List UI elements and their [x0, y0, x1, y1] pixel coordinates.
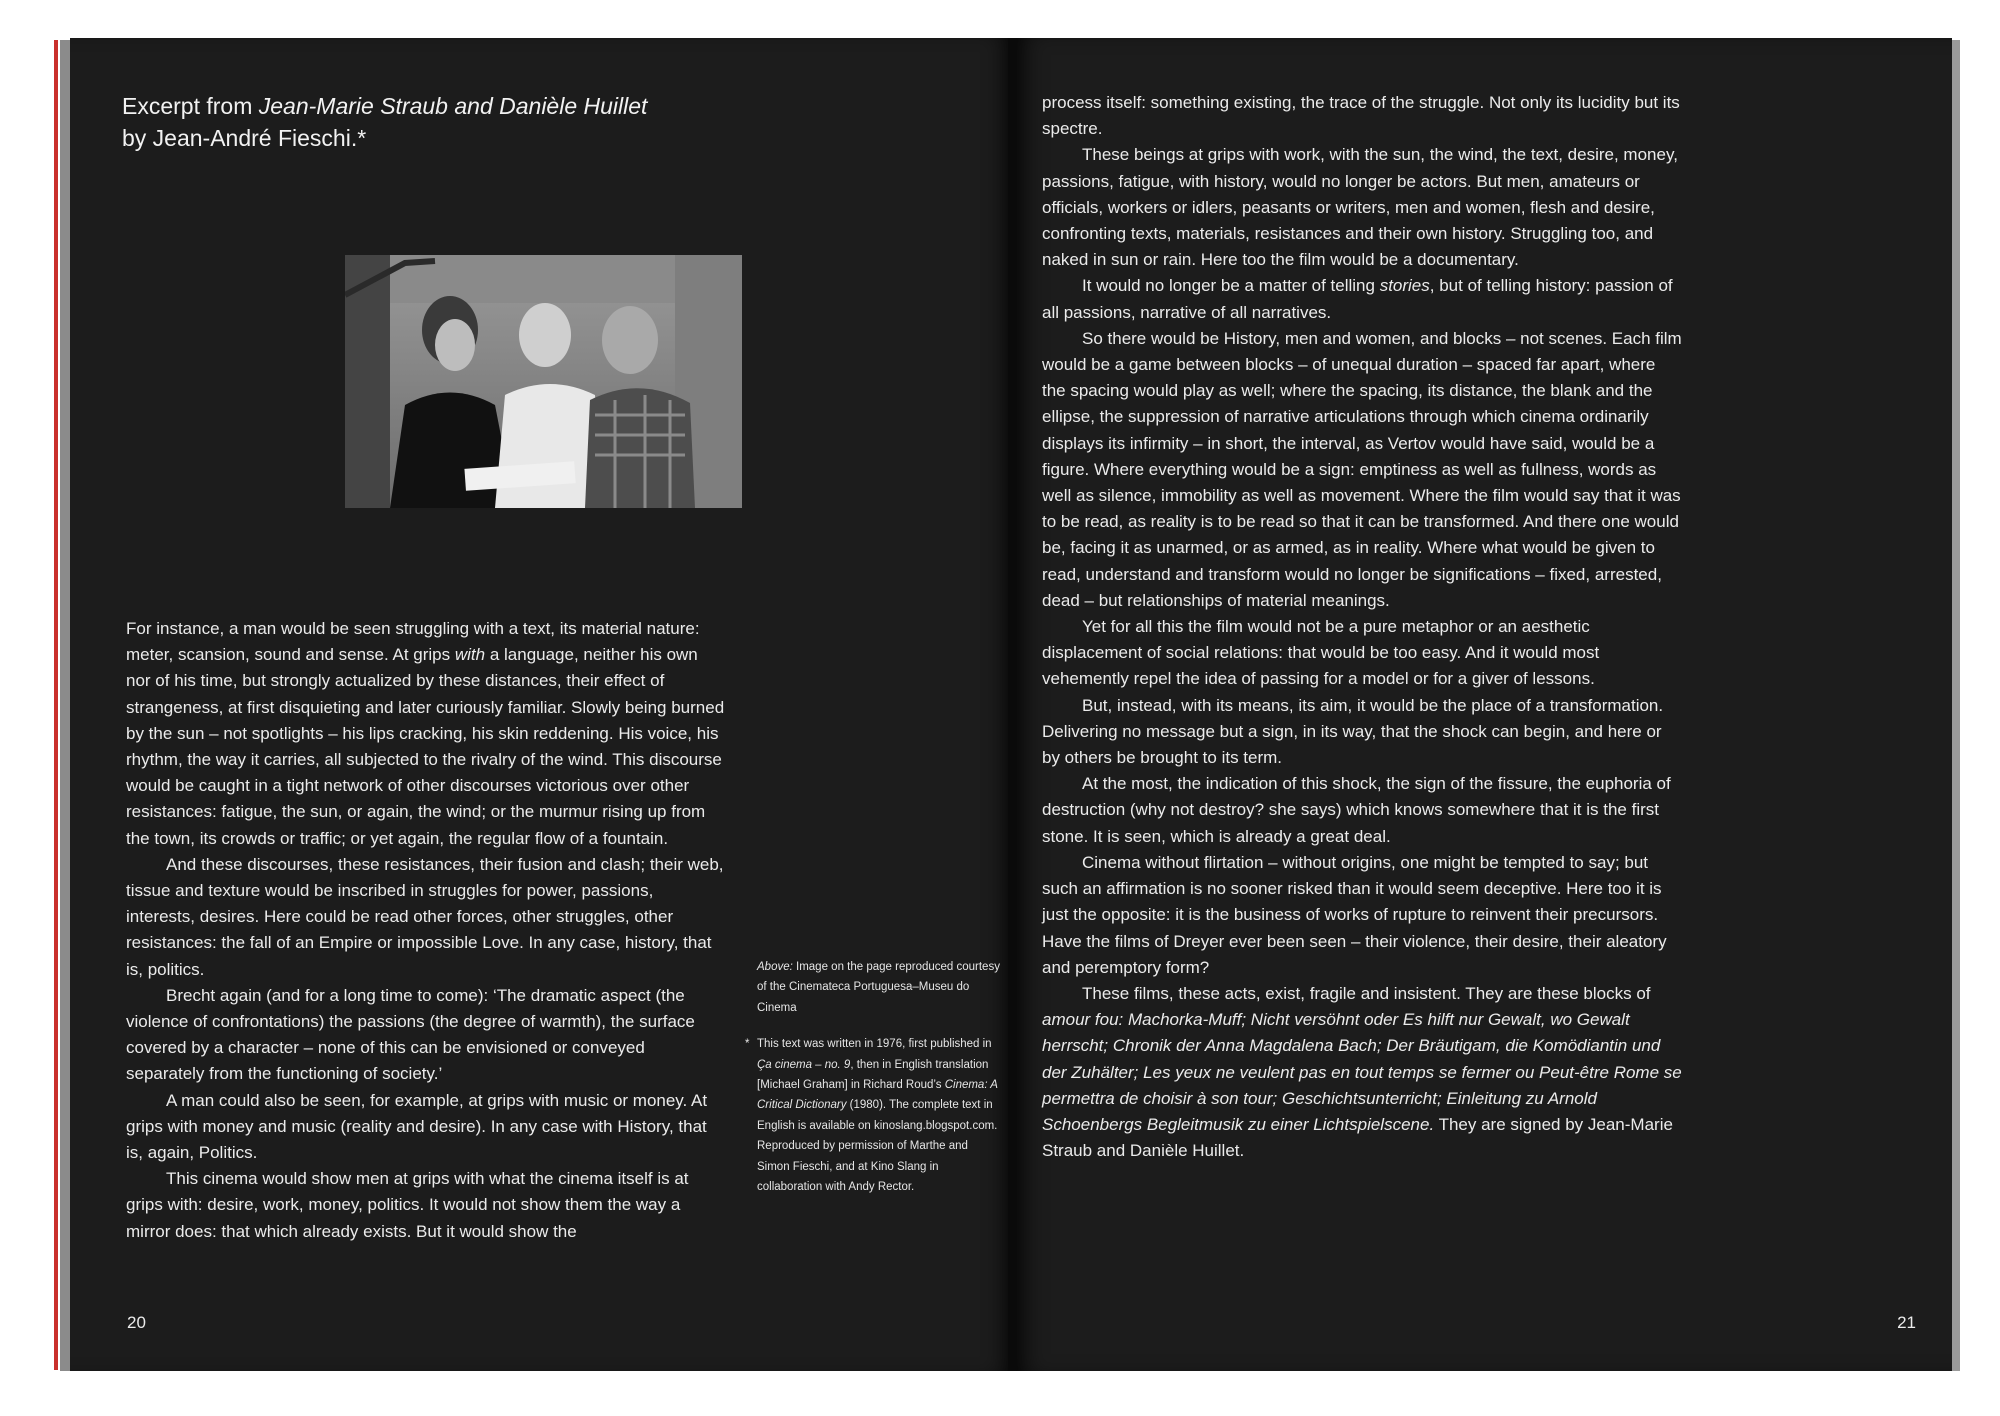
page-number-right: 21 — [1897, 1313, 1916, 1332]
right-paragraph-5: Yet for all this the film would not be a pure metaphor or an aesthetic displacement of social relations: that would be too easy. And it would most vehemently repel the idea of passing for a model or for a giver of lessons. — [1042, 617, 1600, 689]
excerpt-title — [122, 90, 722, 154]
paragraph-1-end: a language, neither his own nor of his time, but strongly actualized by these distances, their effect of strangeness, at first disquieting and later curiously familiar. Slowly being burned by the sun – not spotlights – his lips cracking, his skin reddening. His voice, his rhythm, the way it carries, all subjected to the rivalry of the wind. This discourse would be caught in a tight network of other discourses victorious over other resistances: fatigue, the sun, or again, the wind; or the murmur rising up from the town, its crowds or traffic; or yet again, the regular flow of a fountain. — [126, 645, 725, 848]
caption-column — [745, 957, 1002, 1197]
paragraph-1-italic-word: with — [454, 645, 486, 665]
paragraph-3: Brecht again (and for a long time to come): ‘The dramatic aspect (the violence of confrontations) the passions (the degree of warmth), the surface covered by a character – none of this can be envisioned or conveyed separately from the functioning of society.’ — [126, 985, 695, 1084]
footnote-text-3: (1980). The complete text in English is available on kinoslang.blogspot.com. Reproduced by permission of Marthe and Simon Fieschi, and at Kino Slang in collaboration with Andy Rector. — [757, 1099, 998, 1194]
paragraph-1-start: For instance, a man would be seen struggling with a text, its material nature: meter, scansion, sound and sense. At grips — [126, 619, 700, 665]
right-paragraph-3-italic-word: stories — [1379, 276, 1430, 296]
right-body-text — [1042, 90, 1682, 1164]
left-page — [70, 38, 1012, 1371]
right-paragraph-9-end: They are signed by Jean-Marie Straub and Danièle Huillet. — [1042, 1114, 1673, 1161]
paragraph-5: This cinema would show men at grips with what the cinema itself is at grips with: desire, work, money, politics. It would not show them the way a mirror does: that which already exists. But it would show the — [126, 1169, 689, 1241]
right-paragraph-1: process itself: something existing, the trace of the struggle. Not only its lucidity but its spectre. — [1042, 93, 1680, 139]
right-paragraph-4: So there would be History, men and women, and blocks – not scenes. Each film would be a game between blocks – of unequal duration – spaced far apart, where the spacing would play as well; where the spacing, its distance, the blank and the ellipse, the suppression of narrative articulations through which cinema ordinarily displays its infirmity – in short, the interval, as Vertov would have said, would be a figure. Where everything would be a sign: emptiness as well as fullness, words as well as silence, immobility as well as movement. Where the film would say that it was to be read, as reality is to be read so that it can be transformed. And there one would be, facing it as unarmed, or as armed, as in reality. Where what would be given to read, understand and transform would no longer be significations – fixed, arrested, dead – but relationships of material meanings. — [1042, 328, 1682, 610]
left-page-edge — [60, 40, 70, 1371]
right-paragraph-6: But, instead, with its means, its aim, it would be the place of a transformation. Delivering no message but a sign, in its way, that the shock can begin, and here or by others be brought to its term. — [1042, 695, 1664, 768]
footnote-book-title: Cinema: A Critical Dictionary — [757, 1079, 998, 1112]
right-page-edge — [1952, 40, 1960, 1371]
red-page-edge — [54, 40, 58, 1370]
footnote-journal-title: Ça cinema – no. 9 — [757, 1058, 851, 1071]
right-paragraph-3 — [1042, 273, 1682, 325]
paragraph-2: And these discourses, these resistances, their fusion and clash; their web, tissue and texture would be inscribed in struggles for power, passions, interests, desires. Here could be read other forces, other struggles, other resistances: the fall of an Empire or impossible Love. In any case, history, that is, politics. — [126, 854, 724, 979]
caption-text: Image on the page reproduced courtesy of the Cinemateca Portuguesa–Museu do Cinema — [757, 961, 1000, 1014]
right-paragraph-3-start: It would no longer be a matter of telling — [1082, 276, 1380, 296]
left-body-text — [126, 616, 726, 1245]
footnote-text-1: This text was written in 1976, first published in — [757, 1038, 992, 1051]
title-prefix: Excerpt from — [122, 93, 259, 119]
image-caption — [757, 957, 1002, 1018]
caption-label: Above: — [757, 961, 793, 973]
book-spine-gutter — [1008, 38, 1016, 1371]
right-paragraph-8: Cinema without flirtation – without origins, one might be tempted to say; but such an affirmation is no sooner risked than it would seem deceptive. Here too it is just the opposite: it is the business of works of rupture to reinvent their precursors. Have the films of Dreyer ever been seen – their violence, their desire, their aleatory and peremptory form? — [1042, 852, 1667, 977]
photo-image — [345, 255, 742, 508]
paragraph-1 — [126, 616, 726, 852]
right-paragraph-9 — [1042, 981, 1682, 1164]
right-paragraph-3-end: , but of telling history: passion of all passions, narrative of all narratives. — [1042, 276, 1673, 322]
footnote-text-2: , then in English translation [Michael Graham] in Richard Roud’s — [757, 1058, 989, 1092]
footnote-marker: * — [745, 1038, 750, 1051]
right-paragraph-2: These beings at grips with work, with the sun, the wind, the text, desire, money, passions, fatigue, with history, would no longer be actors. But men, amateurs or officials, workers or idlers, peasants or writers, men and women, flesh and desire, confronting texts, materials, resistances and their own history. Struggling too, and naked in sun or rain. Here too the film would be a documentary. — [1042, 145, 1678, 270]
title-book-name: Jean-Marie Straub and Danièle Huillet — [258, 93, 648, 119]
film-titles-list: amour fou: Machorka-Muff; Nicht versöhnt oder Es hilft nur Gewalt, wo Gewalt herrscht; Chronik der Anna Magdalena Bach; Der Bräutigam, die Komödiantin und der Zuhälter; Les yeux ne veulent pas en tout temps se fermer ou Peut-être Rome se permettra de choisir à son tour; Geschichtsunterricht; Einleitung zu Arnold Schoenbergs Begleitmusik zu einer Lichtspielscene. — [1042, 1010, 1682, 1134]
film-still-photo — [345, 255, 742, 508]
paragraph-4: A man could also be seen, for example, at grips with music or money. At grips with money and music (reality and desire). In any case with History, that is, again, Politics. — [126, 1090, 708, 1163]
right-page — [1012, 38, 1952, 1371]
title-author: by Jean-André Fieschi.* — [122, 125, 367, 151]
right-paragraph-9-start: These films, these acts, exist, fragile and insistent. They are these blocks of — [1082, 983, 1651, 1003]
page-number-left: 20 — [127, 1313, 146, 1332]
footnote — [745, 1034, 1002, 1197]
right-paragraph-7: At the most, the indication of this shock, the sign of the fissure, the euphoria of destruction (why not destroy? she says) which knows somewhere that it is the first stone. It is seen, which is already a great deal. — [1042, 774, 1671, 846]
